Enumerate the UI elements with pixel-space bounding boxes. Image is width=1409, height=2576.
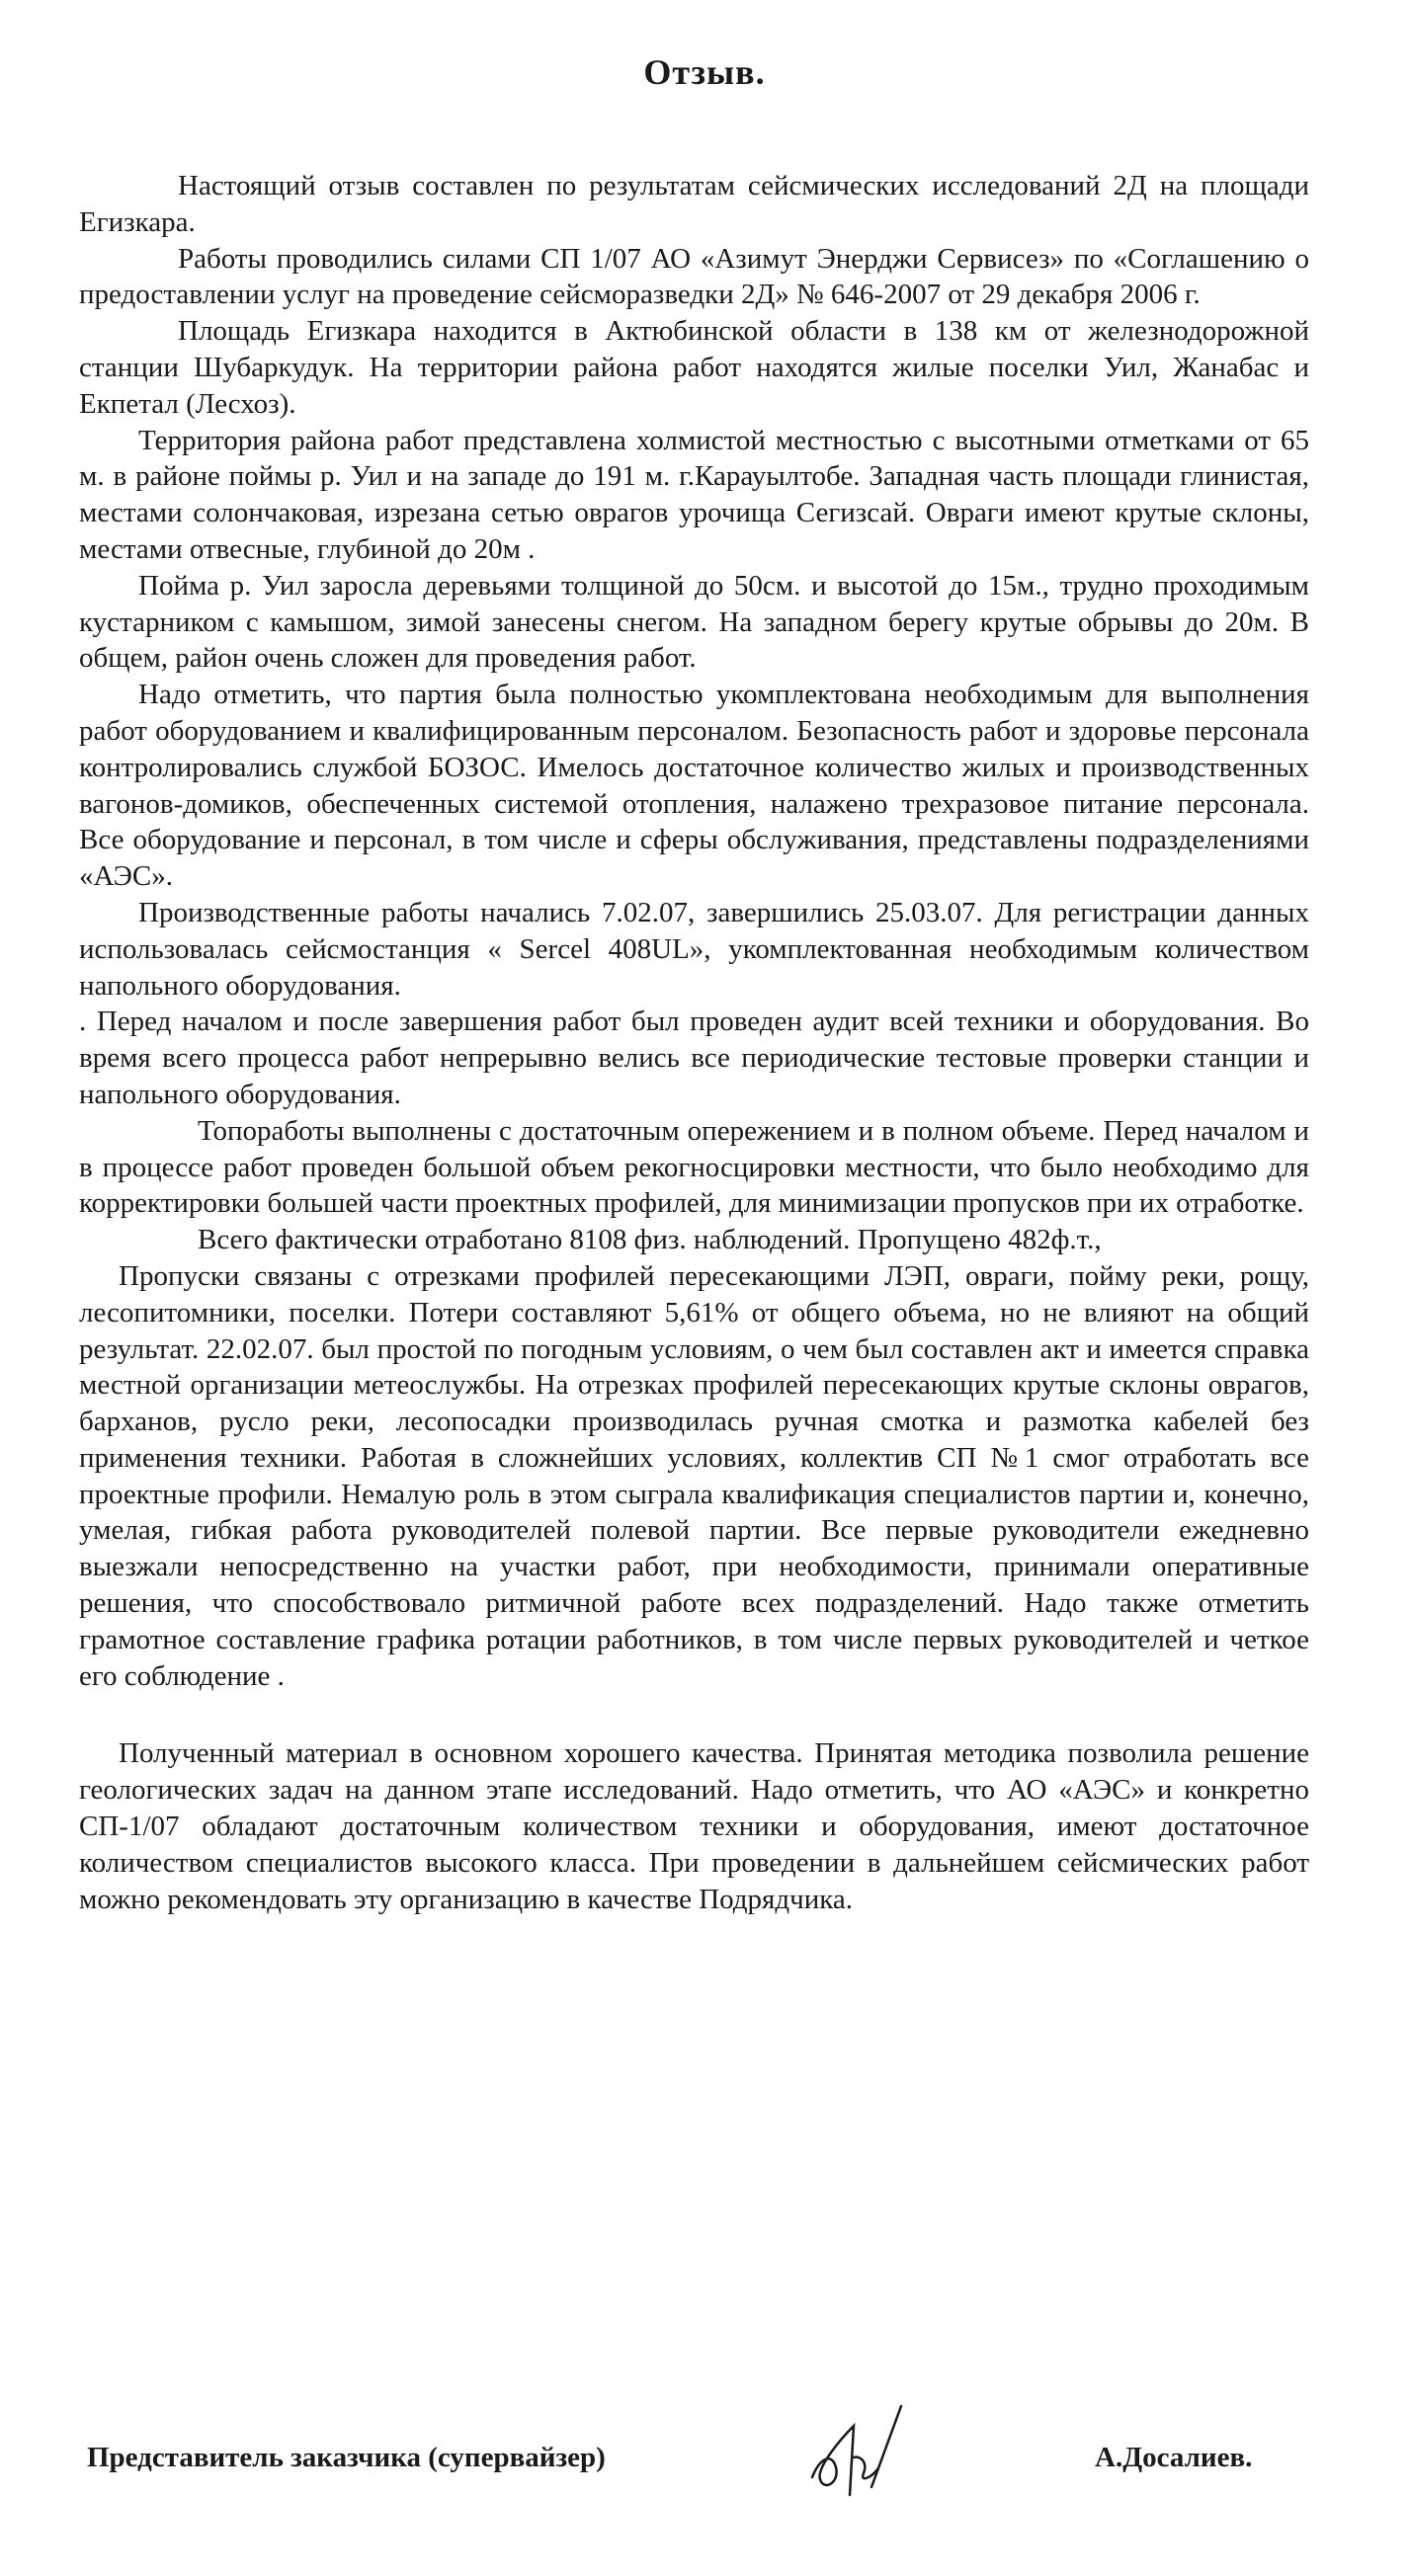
- paragraph-floodplain: Пойма р. Уил заросла деревьями толщиной до 50см. и высотой до 15м., трудно проходимым кустарником с камышом, зимой занесены снегом. На западном берегу крутые обрывы до 20м. В общем, район очень сложен для проведения работ.: [79, 569, 1309, 675]
- paragraph-gaps: Пропуски связаны с отрезками профилей пересекающими ЛЭП, овраги, пойму реки, рощу, лесопитомники, поселки. Потери составляют 5,61% от общего объема, но не влияют на общий результат. 22.02.07. был простой по погодным условиям, о чем был составлен акт и имеется справка местной организации метеослужбы. На отрезках профилей пересекающих крутые склоны оврагов, барханов, русло реки, лесопосадки производилась ручная смотка и размотка кабелей без применения техники. Работая в сложнейших условиях, коллектив СП №1 смог отработать все проектные профили. Немалую роль в этом сыграла квалификация специалистов партии и, конечно, умелая, гибкая работа руководителей полевой партии. Все первые руководители ежедневно выезжали непосредственно на участки работ, при необходимости, принимали оперативные решения, что способствовало ритмичной работе всех подразделений. Надо также отметить грамотное составление графика ротации работников, в том числе первых руководителей и четкое его соблюдение .: [79, 1259, 1309, 1692]
- paragraph-location: Площадь Егизкара находится в Актюбинской области в 138 км от железнодорожной станции Шубаркудук. На территории района работ находятся жилые поселки Уил, Жанабас и Екпетал (Лесхоз).: [79, 315, 1309, 420]
- paragraph-intro: Настоящий отзыв составлен по результатам сейсмических исследований 2Д на площади Егизкара.: [79, 170, 1309, 238]
- paragraph-totals: Всего фактически отработано 8108 физ. наблюдений. Пропущено 482ф.т.,: [198, 1224, 1102, 1256]
- handwritten-signature: [802, 2398, 921, 2507]
- paragraph-production: Производственные работы начались 7.02.07, завершились 25.03.07. Для регистрации данных использовалась сейсмостанция « Sercel 408UL», укомплектованная необходимым количеством напольного оборудования.: [79, 896, 1309, 1002]
- paragraph-terrain: Территория района работ представлена холмистой местностью с высотными отметками от 65 м. в районе поймы р. Уил и на западе до 191 м. г.Карауылтобе. Западная часть площади глинистая, местами солончаковая, изрезана сетью оврагов урочища Сегизсай. Овраги имеют крутые склоны, местами отвесные, глубиной до 20м .: [79, 424, 1309, 565]
- paragraph-topography: Топоработы выполнены с достаточным опережением и в полном объеме. Перед началом и в процессе работ проведен большой объем рекогносцировки местности, что было необходимо для корректировки большей части проектных профилей, для минимизации пропусков при их отработке.: [79, 1114, 1309, 1220]
- paragraph-contract: Работы проводились силами СП 1/07 АО «Азимут Энерджи Сервисез» по «Соглашению о предоставлении услуг на проведение сейсморазведки 2Д» № 646-2007 от 29 декабря 2006 г.: [79, 242, 1309, 311]
- paragraph-staffing: Надо отметить, что партия была полностью укомплектована необходимым для выполнения работ оборудованием и квалифицированным персоналом. Безопасность работ и здоровье персонала контролировались службой БОЗОС. Имелось достаточное количество жилых и производственных вагонов-домиков, обеспеченных системой отопления, налажено трехразовое питание персонала. Все оборудование и персонал, в том числе и сферы обслуживания, представлены подразделениями «АЭС».: [79, 679, 1309, 893]
- paragraph-audit: . Перед началом и после завершения работ был проведен аудит всей техники и оборудования. Во время всего процесса работ непрерывно велись все периодические тестовые проверки станции и напольного оборудования.: [79, 1006, 1309, 1110]
- signatory-role: Представитель заказчика (супервайзер): [87, 2442, 606, 2473]
- document-body: [79, 168, 1309, 1917]
- paragraph-conclusion: Полученный материал в основном хорошего качества. Принятая методика позволила решение геологических задач на данном этапе исследований. Надо отметить, что АО «АЭС» и конкретно СП-1/07 обладают достаточным количеством техники и оборудования, имеют достаточное количеством специалистов высокого класса. При проведении в дальнейшем сейсмических работ можно рекомендовать эту организацию в качестве Подрядчика.: [79, 1737, 1309, 1915]
- signatory-name: А.Досалиев.: [1095, 2442, 1253, 2473]
- document-title: Отзыв.: [643, 52, 766, 92]
